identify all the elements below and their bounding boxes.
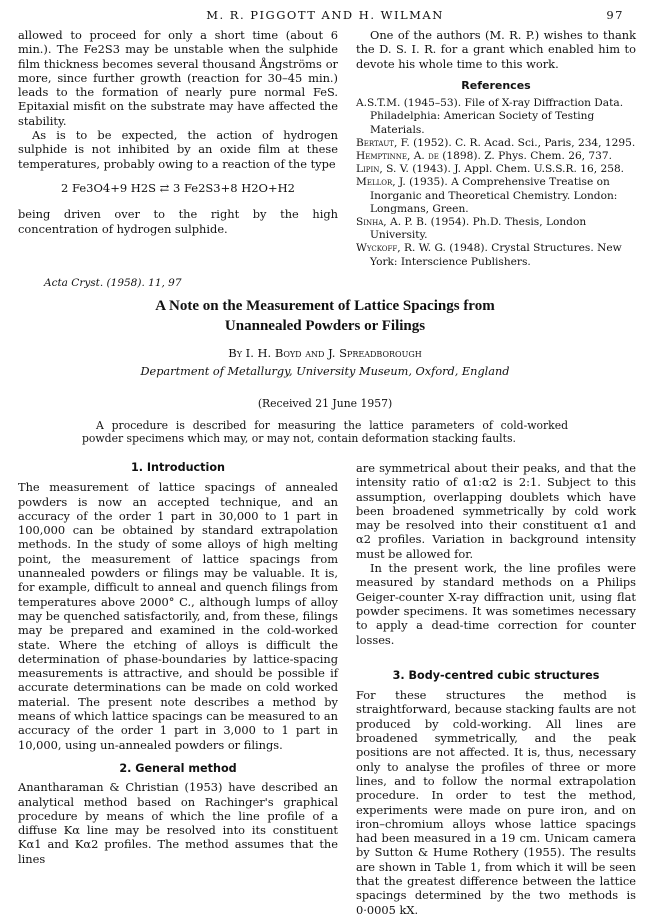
reference-item: Sinha, A. P. B. (1954). Ph.D. Thesis, London University. (356, 216, 587, 242)
article-authors: By I. H. Boyd and J. Spreadborough (228, 346, 422, 360)
top-left-para-1: allowed to proceed for only a short time (about 6 min.). The Fe2S3 may be unstable when the sulphide film thickness becomes several thousand Ångströms or more, since further growth (reaction for 30–45 min.) leads to the formation of nearly pure normal FeS. Epitaxial misfit on the substrate may have affected the stability. (18, 28, 338, 128)
reference-item: Hemptinne, A. de (1898). Z. Phys. Chem. 26, 737. (356, 150, 613, 162)
page-number: 97 (606, 8, 624, 22)
body-right-column (356, 461, 636, 917)
running-title: M. R. PIGGOTT AND H. WILMAN (206, 8, 444, 22)
section-1-text: The measurement of lattice spacings of annealed powders is now an accepted technique, and an accuracy of the order 1 part in 30,000 to 1 part in 100,000 can be obtained by standard extrapolation methods. In the study of some alloys of high melting point, the measurement of lattice spacings from unannealed powders or filings may be valuable. It is, for example, difficult to anneal and quench filings from temperatures above 2000° C., although lumps of alloy may be quenched satisfactorily, and, from these, filings may be prepared and examined in the cold-worked state. Where the etching of alloys is difficult the determination of phase-boundaries by lattice-spacing measurements is attractive, and should be possible if accurate determinations can be made on cold worked material. The present note describes a method by means of which lattice spacings can be measured to an accuracy of the order 1 part in 3,000 to 1 part in 10,000, using un-annealed powders or filings. (18, 480, 338, 752)
body-left-column (18, 461, 338, 866)
section-3-heading: 3. Body-centred cubic structures (392, 668, 600, 682)
section-2-text: Anantharaman & Christian (1953) have described an analytical method based on Rachinger's graphical procedure by means of which the line profile of a diffuse Kα line may be resolved into its constituent Kα1 and Kα2 profiles. The method assumes that the lines (18, 780, 338, 866)
body-right-para-1: are symmetrical about their peaks, and that the intensity ratio of α1:α2 is 2:1. Subject to this assumption, overlapping doublets which have been broadened symmetrically by cold work may be resolved into their constituent α1 and α2 profiles. Variation in background intensity must be allowed for. (356, 461, 636, 561)
top-left-column (18, 28, 338, 236)
top-left-para-3: being driven over to the right by the high concentration of hydrogen sulphide. (18, 207, 338, 236)
journal-citation: Acta Cryst. (1958). 11, 97 (44, 277, 182, 289)
body-right-para-2: In the present work, the line profiles were measured by standard methods on a Philips Geiger-counter X-ray diffraction unit, using flat powder specimens. It was sometimes necessary to apply a dead-time correction for counter losses. (356, 561, 636, 647)
abstract: A procedure is described for measuring the lattice parameters of cold-worked powder specimens which may, or may not, contain deformation stacking faults. (82, 419, 568, 446)
author-affiliation: Department of Metallurgy, University Museum, Oxford, England (140, 365, 510, 378)
top-left-para-2: As is to be expected, the action of hydrogen sulphide is not inhibited by an oxide film at these temperatures, probably owing to a reaction of the type (18, 128, 338, 171)
reference-item: Lipin, S. V. (1943). J. Appl. Chem. U.S.S.R. 16, 258. (356, 163, 625, 176)
reference-list (356, 97, 636, 269)
section-1-heading: 1. Introduction (130, 461, 226, 474)
chemical-equation: 2 Fe3O4+9 H2S ⇄ 3 Fe2S3+8 H2O+H2 (61, 180, 295, 195)
reference-item: Wyckoff, R. W. G. (1948). Crystal Structures. New York: Interscience Publishers. (356, 242, 622, 268)
article-title-line-2: Unannealed Powders or Filings (224, 318, 426, 334)
section-3-text: For these structures the method is straightforward, because stacking faults are not produced by cold-working. All lines are broadened symmetrically, and the peak positions are not affected. It is, thus, necessary only to analyse the profiles of three or more lines, and to follow the normal extrapolation procedure. In order to test the method, experiments were made on pure iron, and on iron–chromium alloys whose lattice spacings had been measured in a 19 cm. Unicam camera by Sutton & Hume Rothery (1955). The results are shown in Table 1, from which it will be seen that the greatest difference between the lattice spacings determined by the two methods is 0·0005 kX. (356, 688, 636, 917)
acknowledgement: One of the authors (M. R. P.) wishes to thank the D. S. I. R. for a grant which enabled him to devote his whole time to this work. (356, 28, 636, 71)
top-right-column (356, 28, 636, 269)
section-2-heading: 2. General method (119, 761, 237, 775)
reference-item: Bertaut, F. (1952). C. R. Acad. Sci., Paris, 234, 1295. (356, 136, 636, 149)
reference-item: A.S.T.M. (1945–53). File of X-ray Diffraction Data. Philadelphia: American Society of Testing Materials. (356, 97, 624, 136)
reference-item: Mellor, J. (1935). A Comprehensive Treatise on Inorganic and Theoretical Chemistry. London: Longmans, Green. (356, 176, 618, 215)
running-header (0, 8, 650, 24)
received-date: (Received 21 June 1957) (257, 397, 393, 410)
article-title (0, 296, 650, 336)
references-heading: References (461, 78, 531, 92)
article-title-line-1: A Note on the Measurement of Lattice Spacings from (155, 298, 495, 314)
